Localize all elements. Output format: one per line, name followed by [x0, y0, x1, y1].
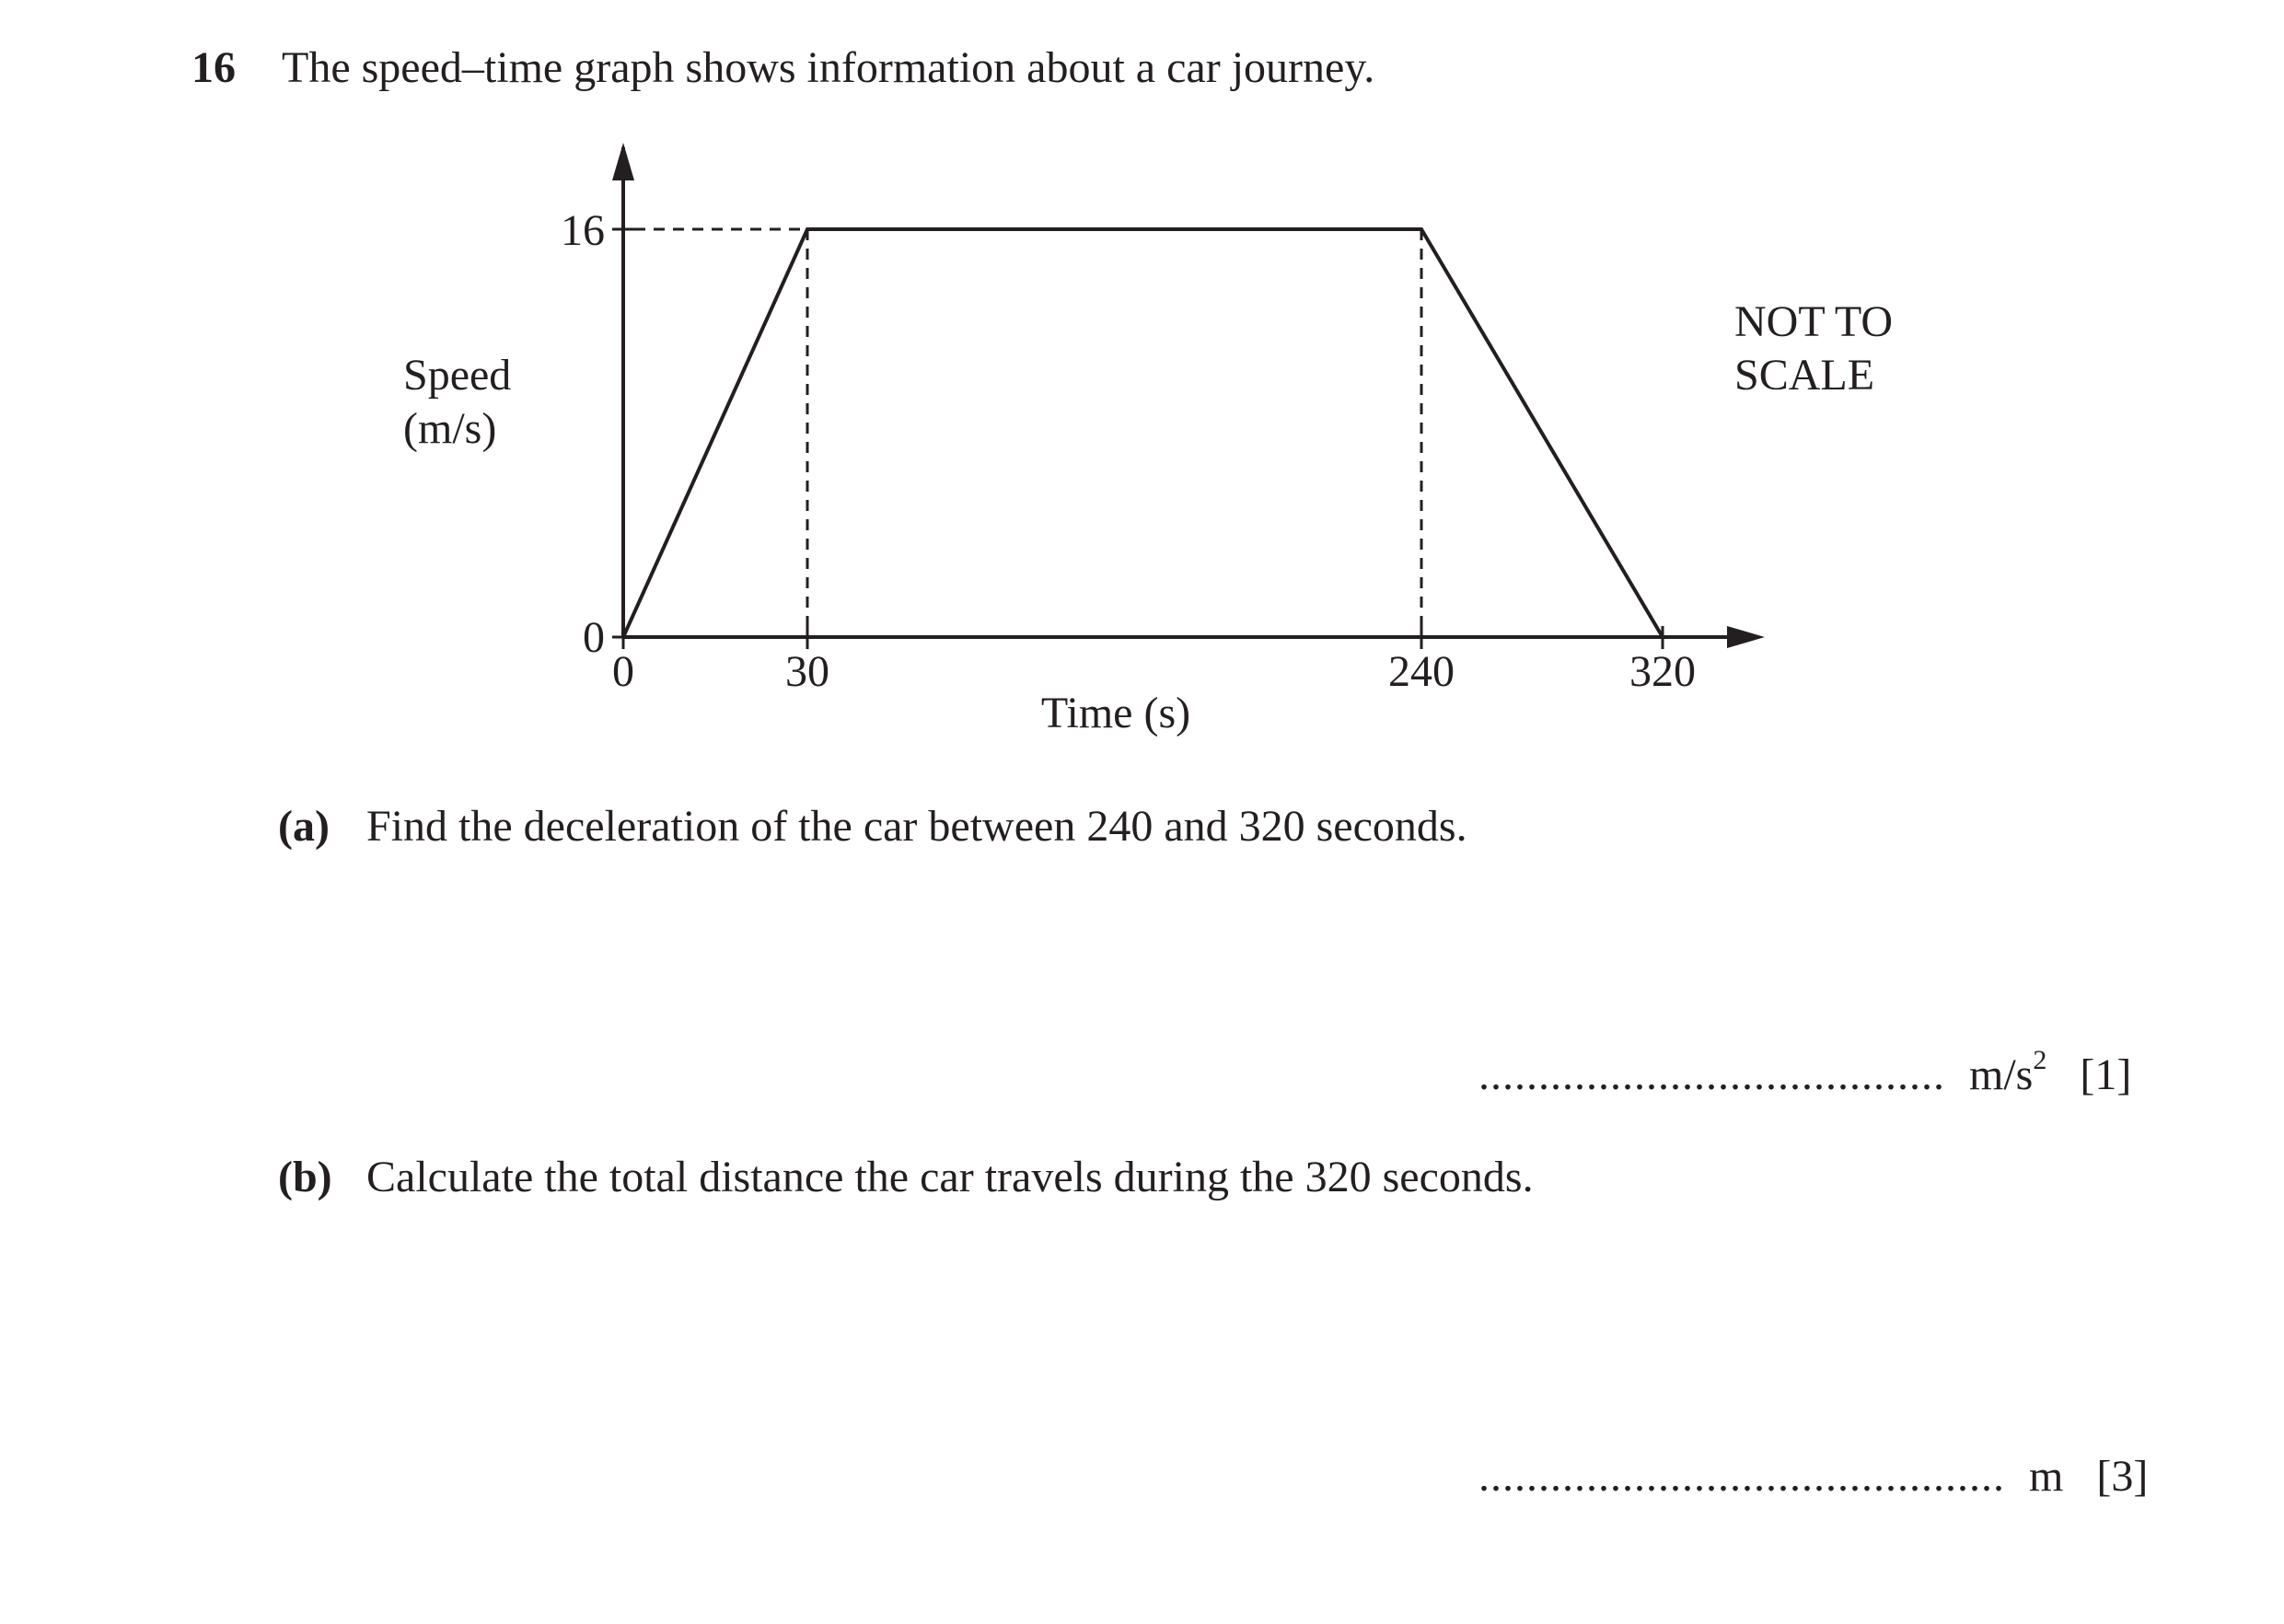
y-axis-label-line1: Speed — [403, 351, 512, 400]
x-tick-label-240: 240 — [1388, 647, 1455, 696]
x-axis-label: Time (s) — [1040, 689, 1191, 737]
part-b-label: (b) — [278, 1153, 332, 1201]
part-a-unit-superscript: 2 — [2033, 1045, 2047, 1075]
part-a-question: Find the deceleration of the car between 240 and 320 seconds. — [366, 802, 1467, 851]
part-a-label: (a) — [278, 802, 330, 851]
x-tick-label-320: 320 — [1629, 647, 1696, 696]
part-b-unit: m — [2029, 1452, 2064, 1501]
y-tick-label-16: 16 — [561, 206, 605, 255]
part-a-unit — [1969, 1045, 2047, 1099]
part-a-answer-dots[interactable]: ....................................... — [1478, 1050, 1945, 1099]
y-axis-arrow — [612, 143, 634, 180]
not-to-scale-line1: NOT TO — [1734, 297, 1894, 346]
x-tick-label-30: 30 — [785, 647, 829, 696]
y-axis-label-line2: (m/s) — [403, 404, 497, 453]
part-a-marks: [1] — [2080, 1050, 2132, 1099]
part-b-answer-line — [1478, 1451, 2148, 1502]
y-tick-label-0: 0 — [583, 613, 605, 662]
x-tick-label-0: 0 — [612, 647, 634, 696]
speed-time-graph — [0, 0, 2284, 755]
question-number: 16 — [191, 43, 236, 92]
part-a-answer-line — [1478, 1045, 2132, 1100]
part-b-marks: [3] — [2096, 1452, 2149, 1501]
part-b-answer-dots[interactable]: ............................................ — [1478, 1452, 2005, 1501]
question-stem: The speed–time graph shows information about a car journey. — [282, 43, 1375, 92]
part-b-question: Calculate the total distance the car travels during the 320 seconds. — [366, 1153, 1534, 1201]
part-a-unit-base: m/s — [1969, 1050, 2034, 1099]
speed-series-line — [623, 229, 1663, 637]
not-to-scale-line2: SCALE — [1734, 351, 1875, 400]
x-axis-arrow — [1727, 626, 1765, 648]
